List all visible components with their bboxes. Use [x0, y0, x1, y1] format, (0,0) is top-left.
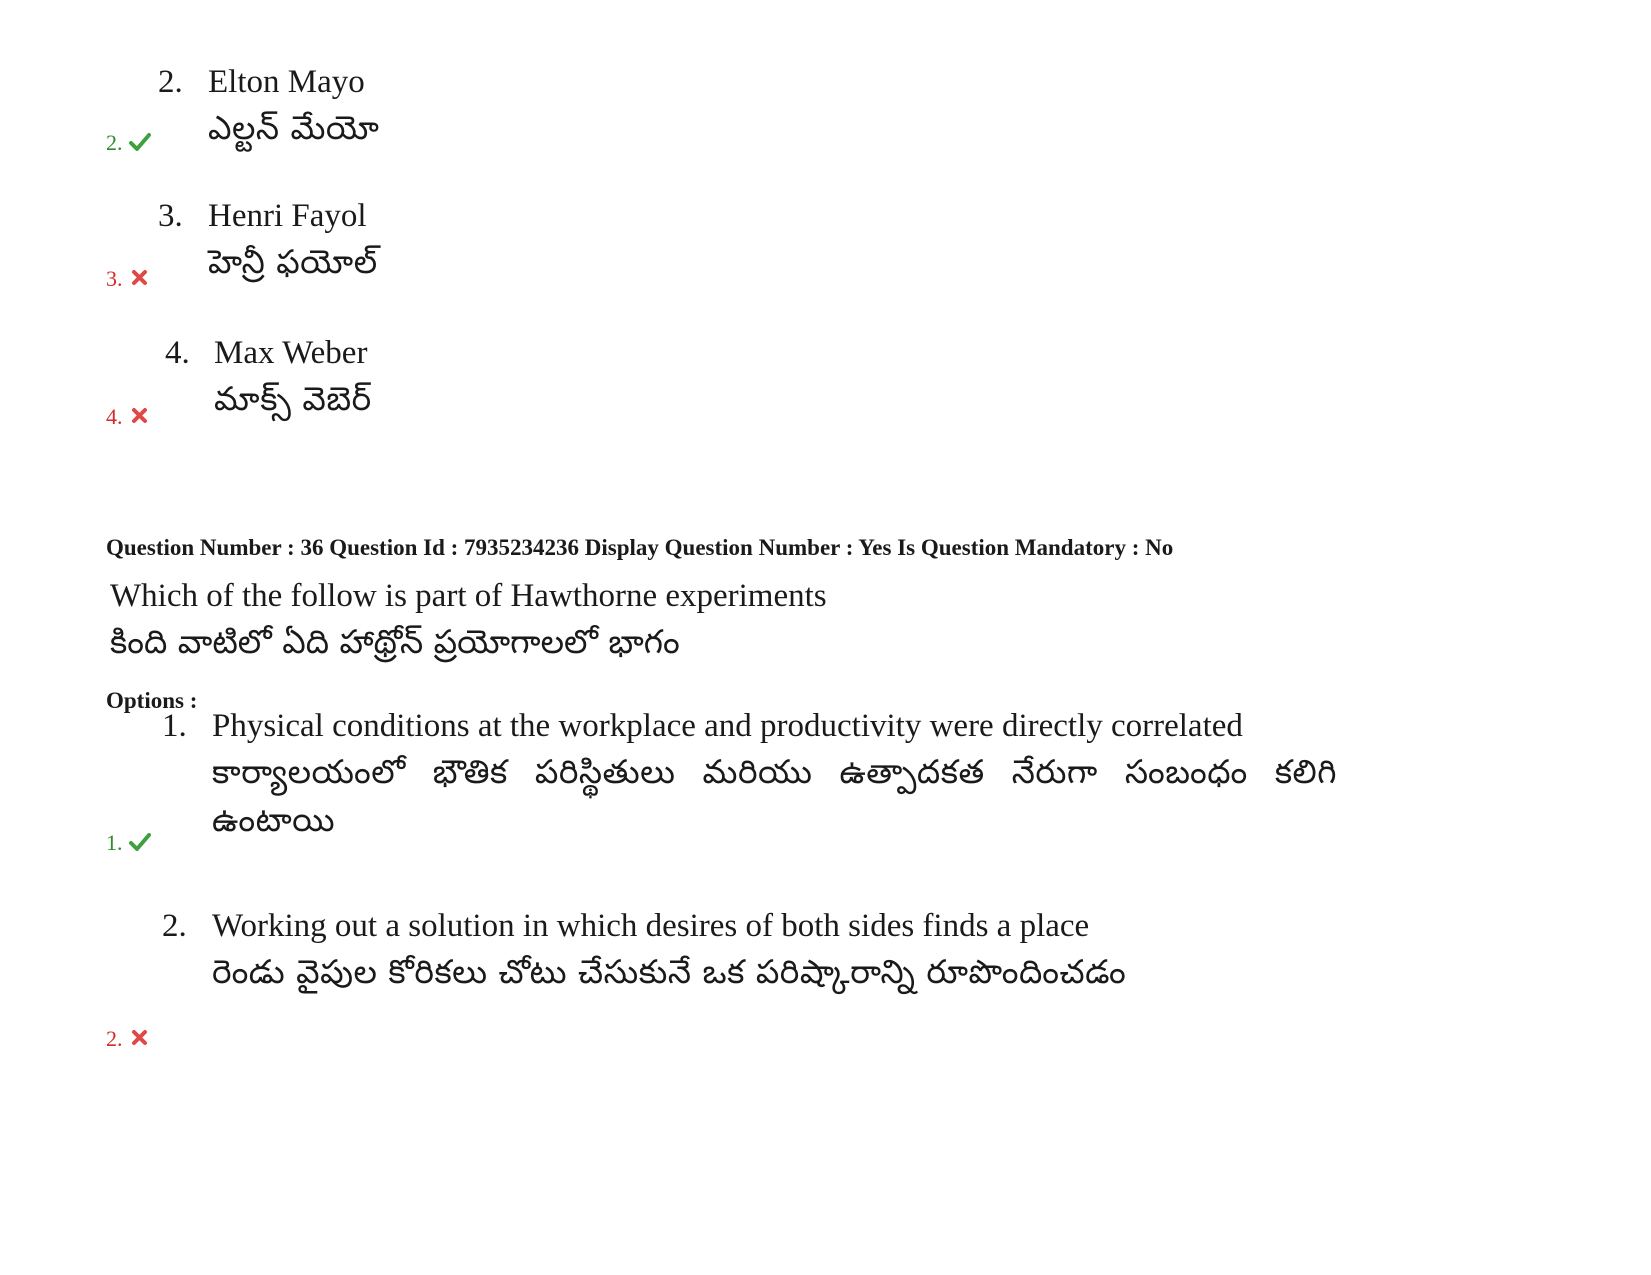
option-text-te: మాక్స్ వెబెర్ — [214, 379, 372, 418]
option-text-en: Working out a solution in which desires of both sides finds a place — [212, 908, 1090, 944]
question-text-te: కింది వాటిలో ఏది హాథ్రోన్ ప్రయోగాలలో భాగం — [110, 622, 680, 661]
question-text-en: Which of the follow is part of Hawthorne experiments — [110, 578, 827, 614]
option-number: 2. — [162, 908, 187, 944]
option-text-en: Max Weber — [214, 335, 368, 371]
marker-number: 4. — [106, 404, 123, 429]
option-text-te: కార్యాలయంలో భౌతిక పరిస్థితులు మరియు ఉత్పాదకత నేరుగా సంబంధం కలిగి ఉంటాయి — [212, 752, 1337, 839]
option-number: 4. — [165, 335, 190, 371]
check-icon — [129, 832, 151, 852]
option-text-te: రెండు వైపుల కోరికలు చోటు చేసుకునే ఒక పరిష్కారాన్ని రూపొందించడం — [212, 952, 1127, 991]
option-text-en: Henri Fayol — [208, 198, 367, 234]
cross-icon — [129, 1028, 151, 1048]
answer-marker-wrong — [106, 1026, 151, 1052]
option-number: 1. — [162, 708, 187, 744]
marker-number: 2. — [106, 1026, 123, 1051]
cross-icon — [129, 406, 151, 426]
marker-number: 3. — [106, 266, 123, 291]
question-meta: Question Number : 36 Question Id : 7935234236 Display Question Number : Yes Is Question Mandatory : No — [106, 535, 1174, 560]
cross-icon — [129, 268, 151, 288]
option-text-te: హెన్రీ ఫయోల్ — [208, 242, 378, 281]
answer-marker-correct — [106, 830, 151, 856]
option-text-en: Physical conditions at the workplace and productivity were directly correlated — [212, 708, 1243, 744]
option-number: 3. — [158, 198, 183, 234]
marker-number: 1. — [106, 830, 123, 855]
option-text-en: Elton Mayo — [208, 64, 365, 100]
option-number: 2. — [158, 64, 183, 100]
marker-number: 2. — [106, 130, 123, 155]
answer-marker-correct — [106, 130, 151, 156]
answer-marker-wrong — [106, 266, 151, 292]
answer-marker-wrong — [106, 404, 151, 430]
check-icon — [129, 132, 151, 152]
option-text-te: ఎల్టన్ మేయో — [208, 108, 380, 147]
options-label: Options : — [106, 688, 198, 713]
